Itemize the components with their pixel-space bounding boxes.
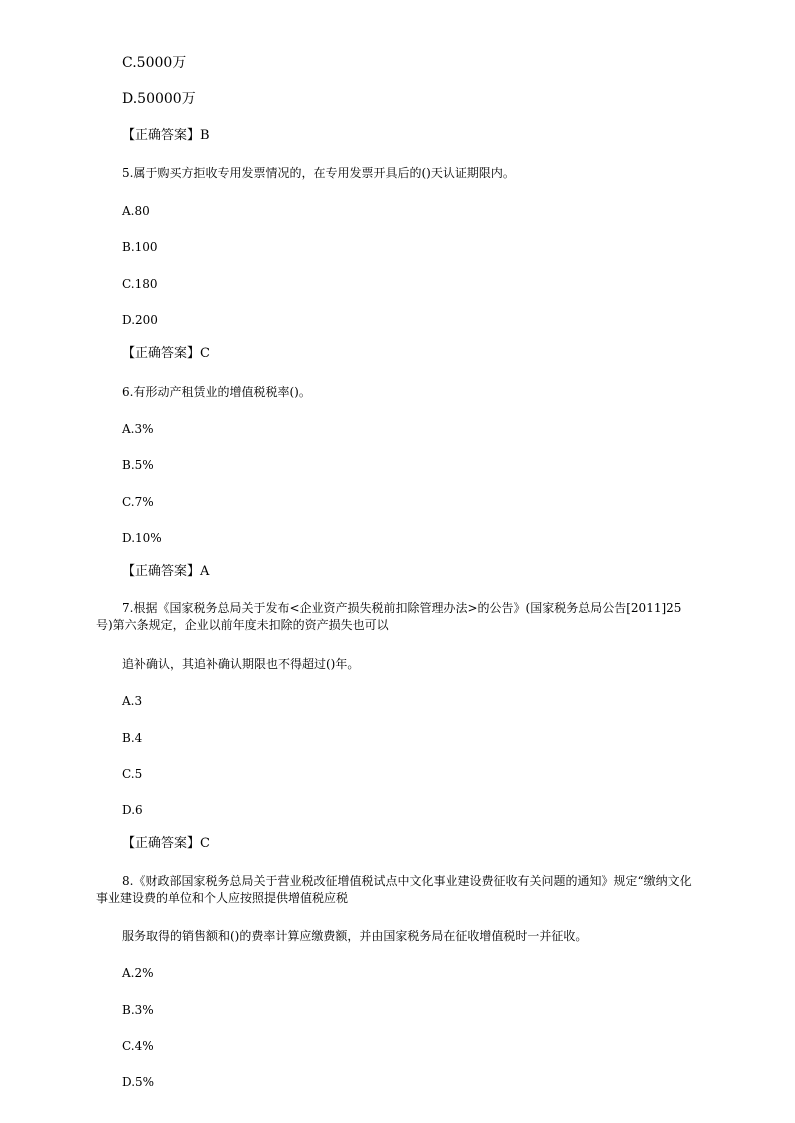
option-b: B.5% xyxy=(122,458,154,472)
question-7-stem: 7.根据《国家税务总局关于发布<企业资产损失税前扣除管理办法>的公告》(国家税务总局公告[2011]25号)第六条规定，企业以前年度未扣除的资产损失也可以 xyxy=(96,601,682,632)
question-8-stem-continued: 服务取得的销售额和()的费率计算应缴费额，并由国家税务局在征收增值税时一并征收。 xyxy=(122,929,588,943)
option-d: D.50000万 xyxy=(122,91,196,107)
option-d: D.200 xyxy=(122,313,158,327)
question-6-stem: 6.有形动产租赁业的增值税税率()。 xyxy=(122,385,311,399)
option-a: A.3% xyxy=(122,422,154,436)
option-b: B.100 xyxy=(122,240,158,254)
correct-answer: 【正确答案】B xyxy=(122,128,210,143)
correct-answer: 【正确答案】A xyxy=(122,564,210,579)
option-c: C.4% xyxy=(122,1039,154,1053)
option-d: D.10% xyxy=(122,531,162,545)
option-c: C.5 xyxy=(122,767,143,781)
option-d: D.5% xyxy=(122,1075,155,1089)
question-7-stem-continued: 追补确认，其追补确认期限也不得超过()年。 xyxy=(122,657,360,671)
correct-answer: 【正确答案】C xyxy=(122,836,210,851)
correct-answer: 【正确答案】C xyxy=(122,346,210,361)
option-b: B.4 xyxy=(122,731,143,745)
option-a: A.3 xyxy=(122,694,143,708)
option-b: B.3% xyxy=(122,1003,154,1017)
option-d: D.6 xyxy=(122,803,143,817)
question-5-stem: 5.属于购买方拒收专用发票情况的，在专用发票开具后的()天认证期限内。 xyxy=(122,166,515,180)
option-c: C.180 xyxy=(122,277,158,291)
option-a: A.80 xyxy=(122,204,150,218)
option-a: A.2% xyxy=(122,966,154,980)
question-8-stem: 8.《财政部国家税务总局关于营业税改征增值税试点中文化事业建设费征收有关问题的通知》规定“缴纳文化事业建设费的单位和个人应按照提供增值税应税 xyxy=(96,874,692,905)
option-c: C.5000万 xyxy=(122,55,187,71)
option-c: C.7% xyxy=(122,495,154,509)
